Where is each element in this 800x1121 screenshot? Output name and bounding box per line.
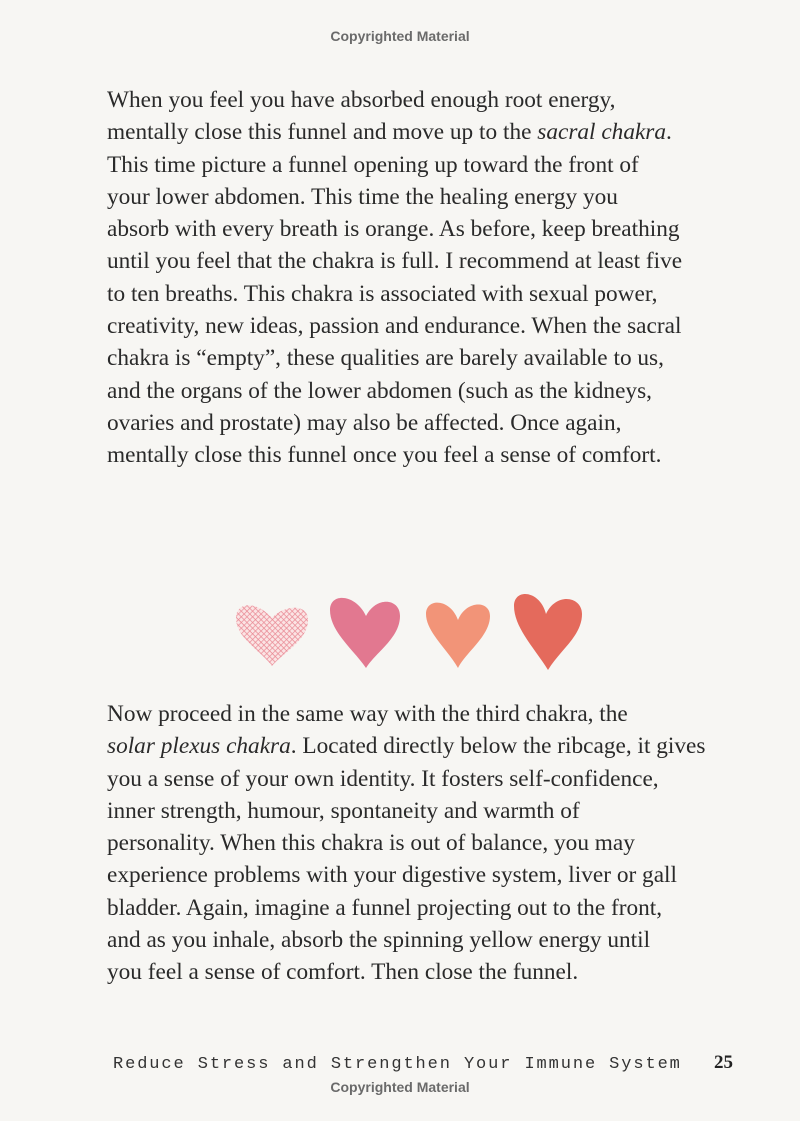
text-segment: mentally close this funnel once you feel a sense of comfort. (107, 442, 662, 469)
text-line (107, 181, 682, 213)
text-line (107, 892, 705, 924)
text-segment: bladder. Again, imagine a funnel projecting out to the front, (107, 894, 663, 921)
copyright-header: Copyrighted Material (330, 28, 470, 44)
text-line (107, 375, 682, 407)
page-number: 25 (714, 1052, 733, 1073)
heart-icon-red (514, 594, 582, 670)
text-line (107, 795, 705, 827)
text-line (107, 342, 682, 374)
text-line (107, 213, 682, 245)
copyright-footer: Copyrighted Material (330, 1079, 470, 1095)
paragraph-sacral-chakra (107, 84, 682, 472)
text-line (107, 245, 682, 277)
heart-icon-orange (426, 603, 490, 668)
italic-term: solar plexus chakra (107, 733, 291, 760)
text-line (107, 116, 682, 148)
text-segment: . Located directly below the ribcage, it gives (290, 733, 706, 760)
text-segment: . (666, 119, 672, 146)
text-segment: experience problems with your digestive system, liver or gall (107, 862, 677, 889)
text-segment: mentally close this funnel and move up to the (107, 119, 538, 146)
hearts-illustration (230, 588, 590, 678)
italic-term: sacral chakra (537, 119, 667, 146)
text-line (107, 439, 682, 471)
text-line (107, 924, 705, 956)
text-segment: This time picture a funnel opening up toward the front of (107, 151, 639, 178)
text-segment: Now proceed in the same way with the third chakra, the (107, 701, 628, 727)
text-line (107, 763, 705, 795)
text-line (107, 859, 705, 891)
text-segment: ovaries and prostate) may also be affected. Once again, (107, 409, 622, 436)
text-line (107, 84, 682, 116)
paragraph-solar-plexus-chakra (107, 698, 705, 989)
text-line (107, 278, 682, 310)
text-segment: absorb with every breath is orange. As before, keep breathing (107, 216, 680, 243)
running-title: Reduce Stress and Strengthen Your Immune System (113, 1055, 682, 1074)
text-line (107, 407, 682, 439)
text-segment: you a sense of your own identity. It fosters self-confidence, (107, 765, 659, 792)
text-line (107, 827, 705, 859)
text-segment: When you feel you have absorbed enough root energy, (107, 87, 616, 113)
running-footer (113, 1052, 733, 1074)
text-segment: inner strength, humour, spontaneity and warmth of (107, 797, 580, 824)
text-segment: until you feel that the chakra is full. I recommend at least five (107, 248, 683, 275)
text-line (107, 730, 705, 762)
heart-icon-pink (330, 598, 400, 668)
text-segment: chakra is “empty”, these qualities are barely available to us, (107, 345, 664, 372)
text-segment: personality. When this chakra is out of balance, you may (107, 830, 635, 857)
text-segment: you feel a sense of comfort. Then close the funnel. (107, 959, 579, 986)
text-segment: your lower abdomen. This time the healing energy you (107, 183, 618, 210)
text-segment: and as you inhale, absorb the spinning yellow energy until (107, 927, 651, 954)
heart-icon-patterned (236, 605, 308, 666)
text-segment: to ten breaths. This chakra is associated with sexual power, (107, 280, 658, 307)
text-line (107, 698, 705, 730)
text-segment: and the organs of the lower abdomen (such as the kidneys, (107, 377, 652, 404)
text-line (107, 310, 682, 342)
text-line (107, 956, 705, 988)
text-line (107, 149, 682, 181)
text-segment: creativity, new ideas, passion and endurance. When the sacral (107, 313, 682, 340)
